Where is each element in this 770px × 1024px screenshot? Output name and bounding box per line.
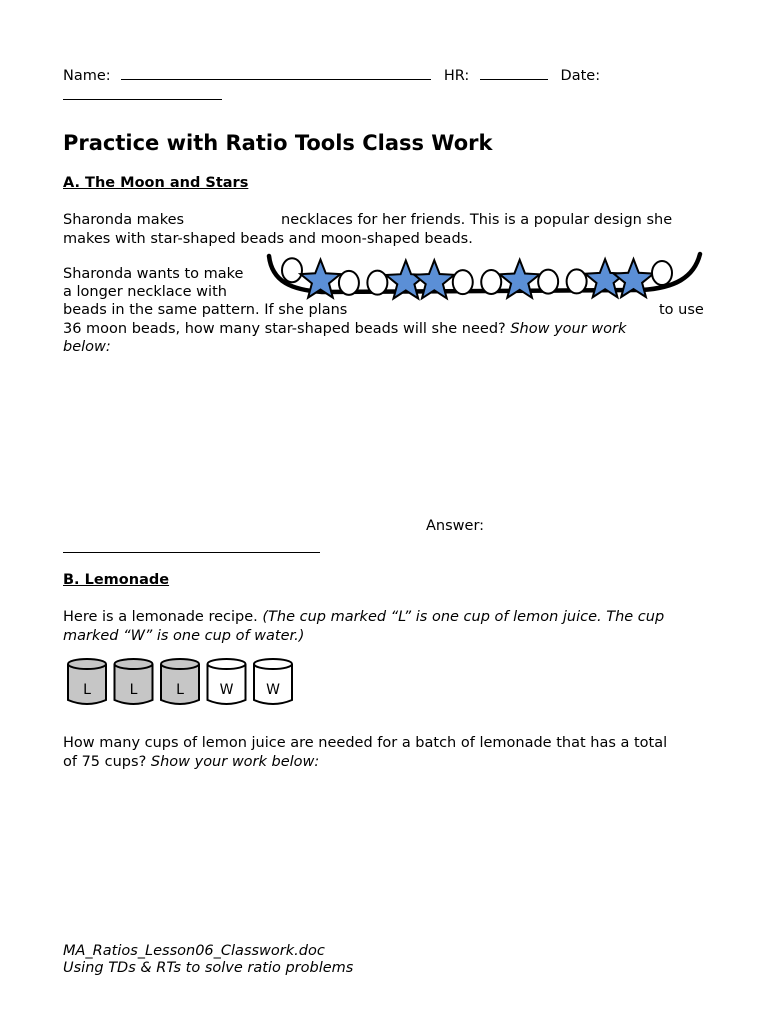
show-work-a: Show your work [510,321,627,337]
answer-label: Answer: [426,518,485,534]
question-a-text: 36 moon beads, how many star-shaped beads will she need? [63,321,511,337]
question-b-text: of 75 cups? [63,754,151,770]
cup-label: W [266,682,280,698]
cups-svg [66,656,296,710]
section-b-intro-1 [63,608,664,627]
moon-bead [339,271,359,295]
recipe-cups [66,656,296,710]
question-b-line-2 [63,753,319,772]
section-b-heading: B. Lemonade [63,572,170,588]
cup-label: L [83,682,91,698]
page-title: Practice with Ratio Tools Class Work [63,131,493,155]
section-a-heading: A. The Moon and Stars [63,175,249,191]
moon-bead [652,261,672,285]
cup-label: L [176,682,184,698]
recipe-text: Here is a lemonade recipe. [63,609,263,625]
question-a-line-3: beads in the same pattern. If she plans [63,302,348,318]
question-a-line-1: Sharonda wants to make [63,266,244,282]
question-a-line-2: a longer necklace with [63,284,227,300]
hr-field[interactable] [480,65,548,80]
footer-subtitle: Using TDs & RTs to solve ratio problems [63,960,354,976]
necklace-diagram [262,250,704,312]
show-work-b: Show your work below: [150,754,320,770]
name-label: Name: [63,68,111,84]
footer-filename: MA_Ratios_Lesson06_Classwork.doc [63,943,325,959]
date-label: Date: [560,68,601,84]
lemon-juice-cup [115,659,153,704]
section-a-intro-3: makes with star-shaped beads and moon-shaped beads. [63,231,473,247]
hr-label: HR: [443,68,470,84]
moon-bead [282,258,302,282]
section-a-intro-2: necklaces for her friends. This is a popular design she [281,212,673,228]
moon-bead [453,270,473,294]
question-a-line-5: below: [63,339,111,355]
water-cup [208,659,246,704]
section-b-intro-2: marked “W” is one cup of water.) [63,628,305,644]
lemon-juice-cup [68,659,106,704]
answer-field[interactable] [63,551,320,553]
water-cup [254,659,292,704]
header-row [63,65,600,86]
cup-label: L [129,682,138,698]
date-field[interactable] [63,84,222,100]
cup-label: W [219,682,234,698]
recipe-note: (The cup marked “L” is one cup of lemon juice. The cup [262,609,665,625]
name-field[interactable] [121,65,431,80]
lemon-juice-cup [161,659,199,704]
question-a-line-3b: to use [659,302,704,318]
question-b-line-1: How many cups of lemon juice are needed for a batch of lemonade that has a total [63,735,668,751]
moon-bead [538,270,558,294]
section-a-intro-1: Sharonda makes [63,212,185,228]
question-a-line-4 [63,320,626,339]
